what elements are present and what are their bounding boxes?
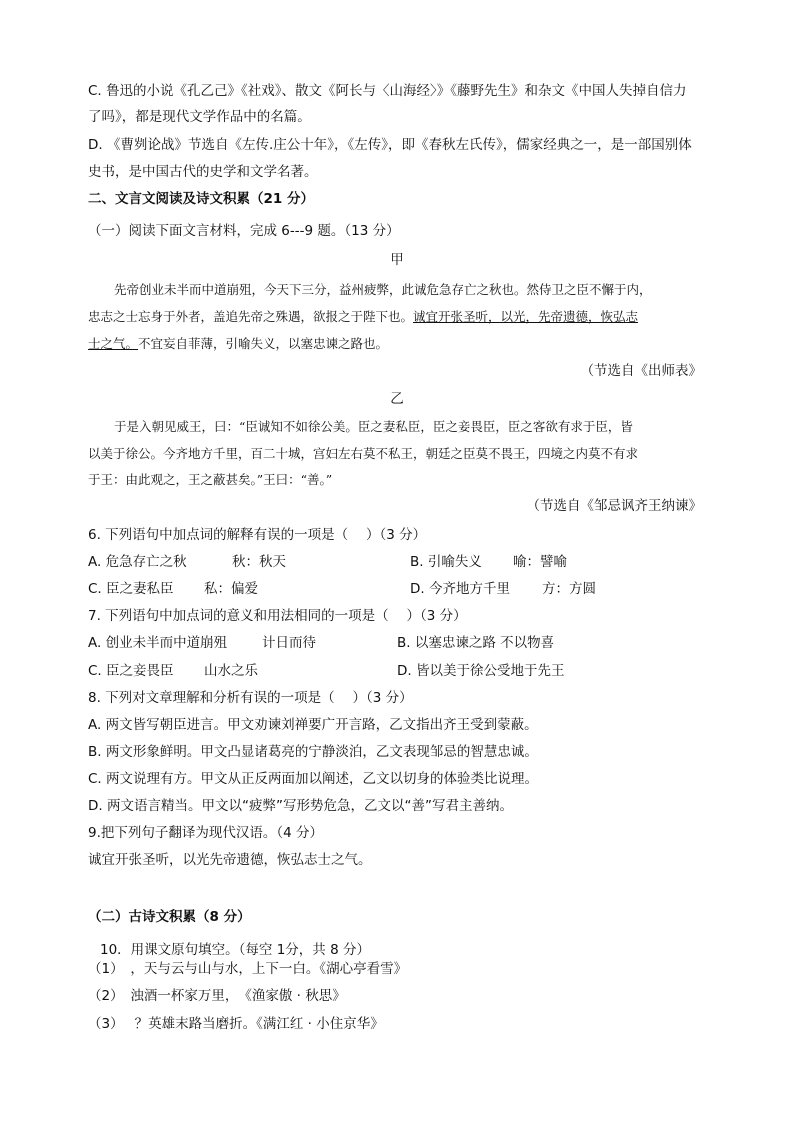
q10-stem: 10．用课文原句填空。（每空 1分，共 8 分） [100,942,370,958]
part2-title: （二）古诗文积累（8 分） [88,909,251,925]
q6-option-c: C. 臣之妻私臣 [88,581,174,597]
q10-item-1: （1） ，天与云与山与水，上下一白。《湖心亭看雪》 [88,961,408,977]
q7-option-c-pair: 山水之乐 [204,663,258,679]
q10-item-3: （3） ？英雄末路当磨折。《满江红 · 小住京华》 [88,1016,384,1032]
q8-option-c: C. 两文说理有方。甲文从正反两面加以阐述，乙文以切身的体验类比说理。 [88,771,539,787]
q6-option-b: B. 引喻失义 [410,554,482,570]
q7-option-b: B. 以塞忠谏之路 不以物喜 [397,635,555,651]
passage-a-line2 [88,308,638,326]
q8-option-b: B. 两文形象鲜明。甲文凸显诸葛亮的宁静淡泊，乙文表现邹忌的智慧忠诚。 [88,744,538,760]
part1-title: （一）阅读下面文言材料，完成 6---9 题。（13 分） [88,223,400,239]
q7-option-a-pair: 计日而待 [262,635,316,651]
option-c-line2: 了吗》，都是现代文学作品中的名篇。 [88,109,311,125]
passage-b-line1: 于是入朝见威王，曰：“臣诚知不如徐公美。臣之妻私臣，臣之妾畏臣，臣之客欲有求于臣，皆 [114,419,633,434]
q6-option-c-gloss: 私：偏爱 [204,581,258,597]
passage-a-source: （节选自《出师表》 [580,363,702,379]
passage-a-label: 甲 [390,252,404,268]
q6-option-d: D. 今齐地方千里 [410,581,510,597]
q6-option-a: A. 危急存亡之秋 [88,554,187,570]
q7-option-a: A. 创业未半而中道崩殂 [88,635,228,651]
option-d-line2: 史书，是中国古代的史学和文学名著。 [88,164,318,180]
q7-option-d: D. 皆以美于徐公受地于先王 [397,663,565,679]
q8-option-a: A. 两文皆写朝臣进言。甲文劝谏刘禅要广开言路，乙文指出齐王受到蒙蔽。 [88,717,538,733]
q6-stem: 6. 下列语句中加点词的解释有误的一项是（ ）（3 分） [88,527,427,543]
passage-b-line2: 以美于徐公。今齐地方千里，百二十城，宫妇左右莫不私王，朝廷之臣莫不畏王，四境之内莫不有求 [88,446,639,461]
q9-stem: 9.把下列句子翻译为现代汉语。（4 分） [88,825,324,841]
passage-a-line2-plain: 忠志之士忘身于外者，盖追先帝之殊遇，欲报之于陛下也。 [88,309,414,324]
q7-option-c: C. 臣之妾畏臣 [88,663,174,679]
q6-option-b-gloss: 喻：譬喻 [513,554,567,570]
passage-a-line3-underlined: 士之气。 [88,336,139,351]
passage-b-label: 乙 [390,391,404,407]
q6-option-d-gloss: 方：方圆 [542,581,596,597]
q8-option-d: D. 两文语言精当。甲文以“疲弊”写形势危急，乙文以“善”写君主善纳。 [88,798,513,814]
option-d-line1: D. 《曹刿论战》节选自《左传.庄公十年》，《左传》，即《春秋左氏传》，儒家经典之一，是一部国别体 [88,137,692,153]
passage-b-source: （节选自《邹忌讽齐王纳谏》 [526,498,702,514]
option-c-line1: C. 鲁迅的小说《孔乙己》《社戏》、散文《阿长与〈山海经〉》《藤野先生》和杂文《中国人失掉自信力 [88,83,687,99]
q9-sentence: 诚宜开张圣听，以光先帝遗德，恢弘志士之气。 [88,852,372,868]
passage-a-line2-underlined: 诚宜开张圣听，以光，先帝遗德，恢弘志 [413,309,639,324]
q7-stem: 7. 下列语句中加点词的意义和用法相同的一项是（ ）（3 分） [88,608,467,624]
passage-b-line3: 于王：由此观之，王之蔽甚矣。”王曰：“善。” [88,472,333,487]
q10-item-2: （2） 浊酒一杯家万里， 《渔家傲 · 秋思》 [88,988,346,1004]
section-title: 二、文言文阅读及诗文积累（21 分） [88,191,314,207]
passage-a-line3-plain: 不宜妄自菲薄，引喻失义，以塞忠谏之路也。 [138,336,389,351]
q8-stem: 8. 下列对文章理解和分析有误的一项是（ ）（3 分） [88,690,413,706]
q6-option-a-gloss: 秋：秋天 [232,554,286,570]
passage-a-line3 [88,335,388,353]
passage-a-line1: 先帝创业未半而中道崩殂，今天下三分，益州疲弊，此诚危急存亡之秋也。然侍卫之臣不懈于内， [114,282,652,297]
